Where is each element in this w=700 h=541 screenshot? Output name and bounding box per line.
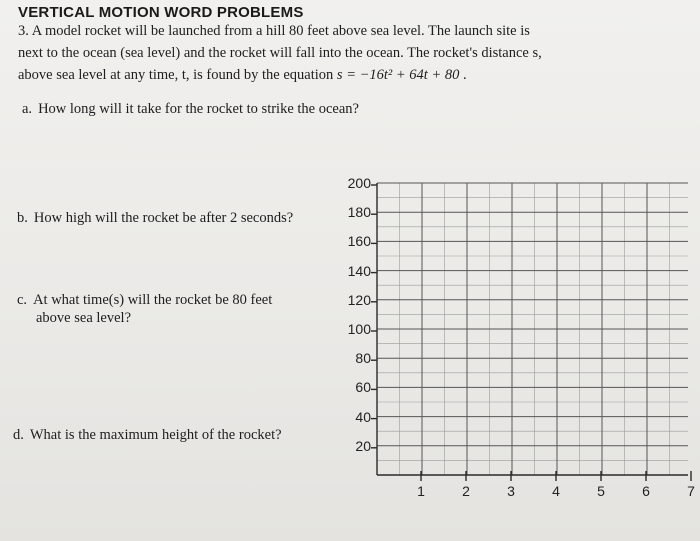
x-axis-label: 3 (507, 483, 515, 499)
question-d-letter: d. (13, 427, 24, 443)
y-axis-label: 40 (355, 408, 371, 425)
question-c-text-1: At what time(s) will the rocket be 80 feet (33, 292, 273, 308)
x-axis-label: 2 (462, 483, 470, 499)
y-axis-label: 160 (347, 233, 371, 250)
problem-line-3-end: . (459, 67, 467, 83)
question-c-text-2: above sea level? (36, 310, 132, 326)
question-d-text: What is the maximum height of the rocket? (29, 427, 282, 443)
x-axis-label: 6 (642, 483, 650, 499)
y-axis-label: 60 (355, 379, 371, 396)
y-axis-label: 200 (347, 175, 371, 191)
problem-line-1: 3. A model rocket will be launched from a hill 80 feet above sea level. The launch site is (18, 23, 530, 39)
page-title: VERTICAL MOTION WORD PROBLEMS (18, 4, 304, 21)
problem-line-2: next to the ocean (sea level) and the rocket will fall into the ocean. The rocket's distance s, (18, 45, 542, 61)
y-axis-label: 100 (347, 321, 371, 337)
question-a-text: How long will it take for the rocket to strike the ocean? (38, 101, 359, 117)
x-axis-label: 4 (552, 483, 560, 499)
y-axis-label: 120 (347, 291, 371, 308)
problem-line-3-text: above sea level at any time, t, is found by the equation (18, 67, 337, 83)
y-axis-label: 20 (355, 437, 371, 454)
x-axis-label: 5 (597, 483, 605, 499)
question-c-letter: c. (17, 292, 28, 308)
question-b-text: How high will the rocket be after 2 seconds? (33, 210, 294, 226)
y-axis-label: 80 (355, 350, 371, 367)
y-axis-label: 140 (347, 262, 371, 279)
question-b-letter: b. (17, 210, 28, 226)
y-axis-label: 180 (347, 204, 371, 221)
x-axis-label: 7 (687, 483, 695, 499)
question-a-letter: a. (22, 101, 33, 117)
x-axis-label: 1 (417, 483, 425, 499)
rocket-equation: s = −16t² + 64t + 80 (336, 67, 460, 83)
